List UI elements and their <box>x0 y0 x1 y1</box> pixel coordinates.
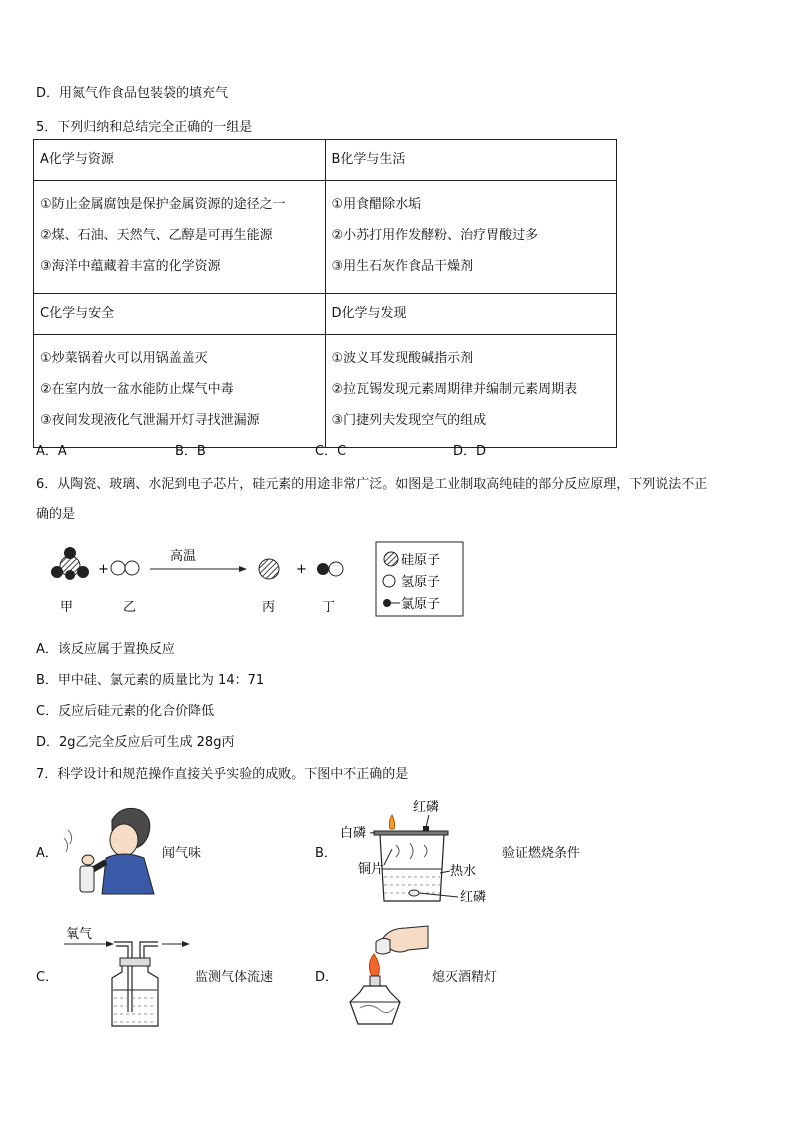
flame-icon <box>369 954 379 976</box>
legend-box <box>376 542 463 616</box>
plus-sign-2: + <box>296 562 307 577</box>
label-red-phosphorus-bottom: 红磷 <box>460 890 487 905</box>
alcohol-lamp-illustration <box>336 918 432 1030</box>
label-ding: 丁 <box>322 600 336 615</box>
q5-b-item-3: ③用生石灰作食品干燥剂 <box>331 259 474 274</box>
q6-reaction-diagram <box>40 538 470 622</box>
q5-c-item-2: ②在室内放一盆水能防止煤气中毒 <box>40 382 234 397</box>
q5-cell-c <box>34 335 326 448</box>
q5-c-item-3: ③夜间发现液化气泄漏开灯寻找泄漏源 <box>40 413 260 428</box>
arrow-head-icon <box>239 566 247 572</box>
q5-b-item-2: ②小苏打用作发酵粉、治疗胃酸过多 <box>331 228 539 243</box>
q5-cell-d <box>325 335 617 448</box>
q6-stem-line1: 6．从陶瓷、玻璃、水泥到电子芯片，硅元素的用途非常广泛。如图是工业制取高纯硅的部分反应原理，下列说法不正 <box>36 477 708 492</box>
label-oxygen: 氧气 <box>66 927 93 942</box>
lamp-cap-icon <box>376 938 390 954</box>
combustion-beaker-illustration <box>336 793 496 905</box>
q5-a-item-1: ①防止金属腐蚀是保护金属资源的途径之一 <box>40 197 286 212</box>
molecule-ding-icon <box>317 562 343 576</box>
q7-option-b-letter[interactable]: B． <box>315 846 337 861</box>
stopper <box>120 958 150 966</box>
gas-flow-bottle-illustration <box>60 920 192 1032</box>
silicon-atom-icon <box>384 552 398 566</box>
q6-stem-line2: 确的是 <box>36 507 76 522</box>
copper-plate <box>374 831 448 835</box>
q5-header-c: C化学与安全 <box>34 294 326 335</box>
q5-d-item-3: ③门捷列夫发现空气的组成 <box>331 413 487 428</box>
hydrogen-atom-icon <box>383 575 395 587</box>
legend-chlorine: 氯原子 <box>401 597 441 612</box>
label-yi: 乙 <box>123 600 137 615</box>
q5-stem: 5．下列归纳和总结完全正确的一组是 <box>36 120 253 135</box>
q5-c-item-1: ①炒菜锅着火可以用锅盖盖灭 <box>40 351 208 366</box>
molecule-jia-icon <box>51 547 89 580</box>
q7-stem: 7．科学设计和规范操作直接关乎实验的成败。下图中不正确的是 <box>36 767 409 782</box>
chlorine-atom-icon <box>383 599 391 607</box>
q6-option-b[interactable]: B．甲中硅、氯元素的质量比为 14：71 <box>36 673 265 688</box>
q7-option-a-letter[interactable]: A． <box>36 846 58 861</box>
q5-d-item-2: ②拉瓦锡发现元素周期律并编制元素周期表 <box>331 382 578 397</box>
q7-option-b-caption: 验证燃烧条件 <box>502 846 581 861</box>
q5-header-a: A化学与资源 <box>34 140 326 181</box>
label-red-phosphorus-top: 红磷 <box>413 800 440 815</box>
q5-option-b[interactable]: B．B <box>175 444 206 459</box>
plus-sign-1: + <box>98 562 109 577</box>
flame-icon <box>389 815 394 829</box>
q5-option-a[interactable]: A．A <box>36 444 67 459</box>
label-bing: 丙 <box>262 600 276 615</box>
q7-option-c-caption: 监测气体流速 <box>195 970 274 985</box>
q5-header-b: B化学与生活 <box>325 140 617 181</box>
q5-cell-b <box>325 181 617 294</box>
smell-gas-illustration <box>62 800 160 896</box>
lamp-body-icon <box>350 986 400 1024</box>
label-jia: 甲 <box>60 600 74 615</box>
reaction-condition: 高温 <box>170 549 197 564</box>
q7-option-a-caption: 闻气味 <box>162 846 202 861</box>
q5-option-d[interactable]: D．D <box>453 444 487 459</box>
legend-hydrogen: 氢原子 <box>401 575 441 590</box>
q7-option-c-letter[interactable]: C． <box>36 970 59 985</box>
q5-a-item-2: ②煤、石油、天然气、乙醇是可再生能源 <box>40 228 273 243</box>
q6-option-a[interactable]: A．该反应属于置换反应 <box>36 642 175 657</box>
q5-header-d: D化学与发现 <box>325 294 617 335</box>
q6-option-d[interactable]: D．2g乙完全反应后可生成 28g丙 <box>36 735 235 750</box>
label-copper-plate: 铜片 <box>358 862 385 877</box>
q6-option-c[interactable]: C．反应后硅元素的化合价降低 <box>36 704 215 719</box>
q5-cell-a <box>34 181 326 294</box>
q7-option-d-letter[interactable]: D． <box>315 970 339 985</box>
label-white-phosphorus: 白磷 <box>340 826 367 841</box>
inlet-arrow-icon <box>106 941 114 947</box>
molecule-yi-icon <box>111 561 139 575</box>
bottle-icon <box>112 966 158 1026</box>
legend-silicon: 硅原子 <box>401 553 441 568</box>
q5-b-item-1: ①用食醋除水垢 <box>331 197 422 212</box>
label-hot-water: 热水 <box>450 864 477 879</box>
q5-option-c[interactable]: C．C <box>315 444 347 459</box>
q7-option-d-caption: 熄灭酒精灯 <box>432 970 498 985</box>
molecule-bing-icon <box>259 559 279 579</box>
outlet-arrow-icon <box>182 941 190 947</box>
q5-a-item-3: ③海洋中蕴藏着丰富的化学资源 <box>40 259 221 274</box>
q5-table <box>33 139 617 448</box>
q5-d-item-1: ①波义耳发现酸碱指示剂 <box>331 351 474 366</box>
q4-option-d: D．用氮气作食品包装袋的填充气 <box>36 86 229 101</box>
